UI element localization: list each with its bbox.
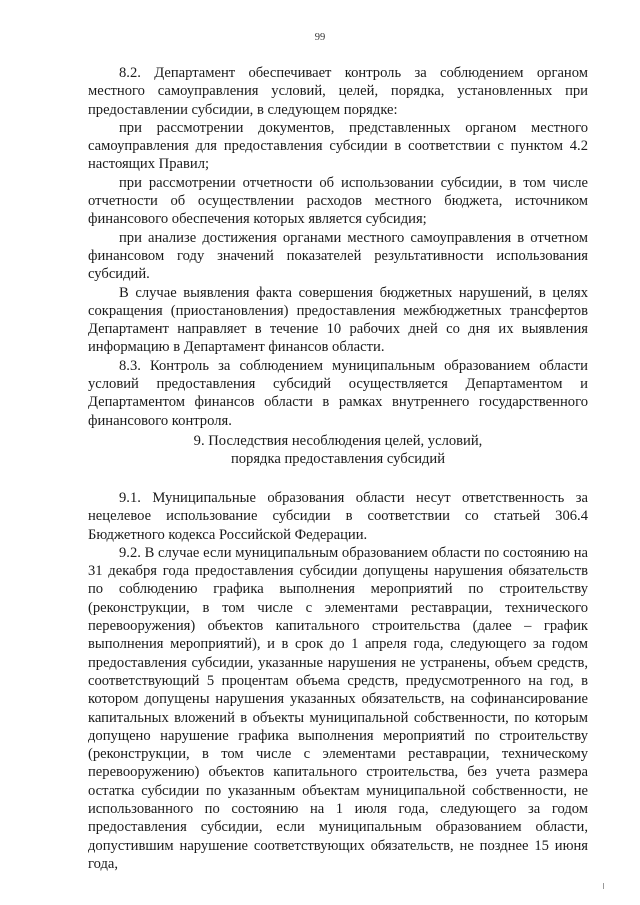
- paragraph-8-2: 8.2. Департамент обеспечивает контроль за соблюдением органом местного самоуправления условий, целей, порядка, установленных при предоставлении субсидии, в следующем порядке:: [88, 65, 588, 118]
- paragraph-budget-violations: В случае выявления факта совершения бюджетных нарушений, в целях сокращения (приостановления) предоставления межбюджетных трансфертов Департамент направляет в течение 10 рабочих дней со дня их выявления информацию в Департамент финансов области.: [88, 284, 588, 356]
- scan-artifact-mark: [603, 883, 604, 889]
- text-block-section-8: [88, 64, 588, 430]
- section-heading-line-2: порядка предоставления субсидий: [230, 451, 446, 468]
- text-block-section-9: [88, 489, 588, 873]
- paragraph-8-3: 8.3. Контроль за соблюдением муниципальным образованием области условий предоставления субсидий осуществляется Департаментом и Департаментом финансов области в рамках внутреннего государственного финансового контроля.: [88, 357, 588, 429]
- paragraph-9-2: 9.2. В случае если муниципальным образованием области по состоянию на 31 декабря года предоставления субсидии допущены нарушения обязательств по соблюдению графика выполнения мероприятий по строительству (реконструкции, в том числе с элементами реставрации, технического перевооружения) объектов капитального строительства (далее – график выполнения мероприятий), и в срок до 1 апреля года, следующего за годом предоставления субсидии, указанные нарушения не устранены, объем средств, соответствующий 5 процентам объема средств, предусмотренного на год, в котором допущены нарушения указанных обязательств, на софинансирование капитальных вложений в объекты муниципальной собственности, по которым допущено нарушение графика выполнения мероприятий по строительству (реконструкции, в том числе с элементами реставрации, техническому перевооружению) объектов капитального строительства, без учета размера остатка субсидии по указанным объектам муниципальной собственности, не использованного по состоянию на 1 июля года, следующего за годом предоставления субсидии, если муниципальным образованием области, допустившим нарушение соответствующих обязательств, не позднее 15 июня года,: [88, 544, 588, 872]
- page-number: 99: [314, 32, 326, 43]
- section-heading-line-1: 9. Последствия несоблюдения целей, условий,: [193, 433, 483, 449]
- paragraph-documents-review: при рассмотрении документов, представленных органом местного самоуправления для предоставления субсидии в соответствии с пунктом 4.2 настоящих Правил;: [88, 119, 588, 173]
- section-9-heading: [88, 432, 588, 469]
- paragraph-9-1: 9.1. Муниципальные образования области несут ответственность за нецелевое использование субсидии в соответствии со статьей 306.4 Бюджетного кодекса Российской Федерации.: [88, 490, 588, 543]
- paragraph-reporting-review: при рассмотрении отчетности об использовании субсидии, в том числе отчетности об осуществлении расходов местного бюджета, источником финансового обеспечения которых является субсидия;: [88, 174, 588, 228]
- paragraph-indicators-analysis: при анализе достижения органами местного самоуправления в отчетном финансовом году значений показателей результативности использования субсидий.: [88, 229, 588, 283]
